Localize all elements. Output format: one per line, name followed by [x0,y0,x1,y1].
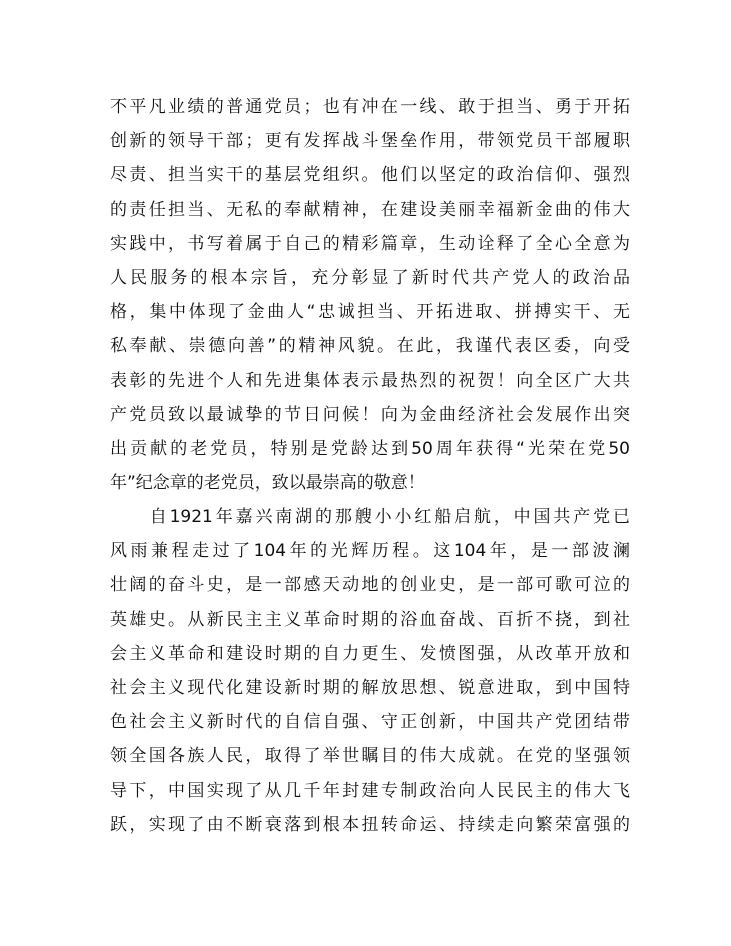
text-line: 会主义革命和建设时期的自力更生、发愤图强，从改革开放和 [110,643,630,664]
text-line: 色社会主义新时代的自信自强、守正创新，中国共产党团结带 [110,712,630,733]
text-line: 不平凡业绩的普通党员；也有冲在一线、敢于担当、勇于开拓 [110,97,630,117]
text-line: 人民服务的根本宗旨，充分彰显了新时代共产党人的政治品 [110,267,630,288]
text-line: 风雨兼程走过了104年的光辉历程。这104年，是一部波澜 [110,541,630,562]
text-line: 年”纪念章的老党员，致以最崇高的敬意！ [110,473,425,494]
text-line: 表彰的先进个人和先进集体表示最热烈的祝贺！向全区广大共 [110,370,630,391]
text-line: 创新的领导干部；更有发挥战斗堡垒作用，带领党员干部履职 [110,131,630,152]
text-line: 出贡献的老党员，特别是党龄达到50周年获得“光荣在党50 [110,438,630,459]
text-line: 实践中，书写着属于自己的精彩篇章，生动诠释了全心全意为 [110,233,630,254]
text-line: 格，集中体现了金曲人“忠诚担当、开拓进取、拼搏实干、无 [110,302,630,323]
text-line: 私奉献、崇德向善”的精神风貌。在此，我谨代表区委，向受 [110,336,630,357]
body-paragraph [110,90,630,500]
text-line: 的责任担当、无私的奉献精神，在建设美丽幸福新金曲的伟大 [110,199,630,220]
body-paragraph [110,500,630,842]
text-line: 产党员致以最诚挚的节日问候！向为金曲经济社会发展作出突 [110,404,630,425]
text-line: 社会主义现代化建设新时期的解放思想、锐意进取，到中国特 [110,677,630,698]
text-line: 跃，实现了由不断衰落到根本扭转命运、持续走向繁荣富强的 [110,814,630,835]
text-line: 尽责、担当实干的基层党组织。他们以坚定的政治信仰、强烈 [110,165,630,186]
text-line: 自1921年嘉兴南湖的那艘小小红船启航，中国共产党已 [110,507,630,527]
text-line: 导下，中国实现了从几千年封建专制政治向人民民主的伟大飞 [110,780,630,801]
text-line: 英雄史。从新民主主义革命时期的浴血奋战、百折不挠，到社 [110,609,630,630]
text-line: 领全国各族人民，取得了举世瞩目的伟大成就。在党的坚强领 [110,746,630,767]
text-line: 壮阔的奋斗史，是一部感天动地的创业史，是一部可歌可泣的 [110,575,630,596]
